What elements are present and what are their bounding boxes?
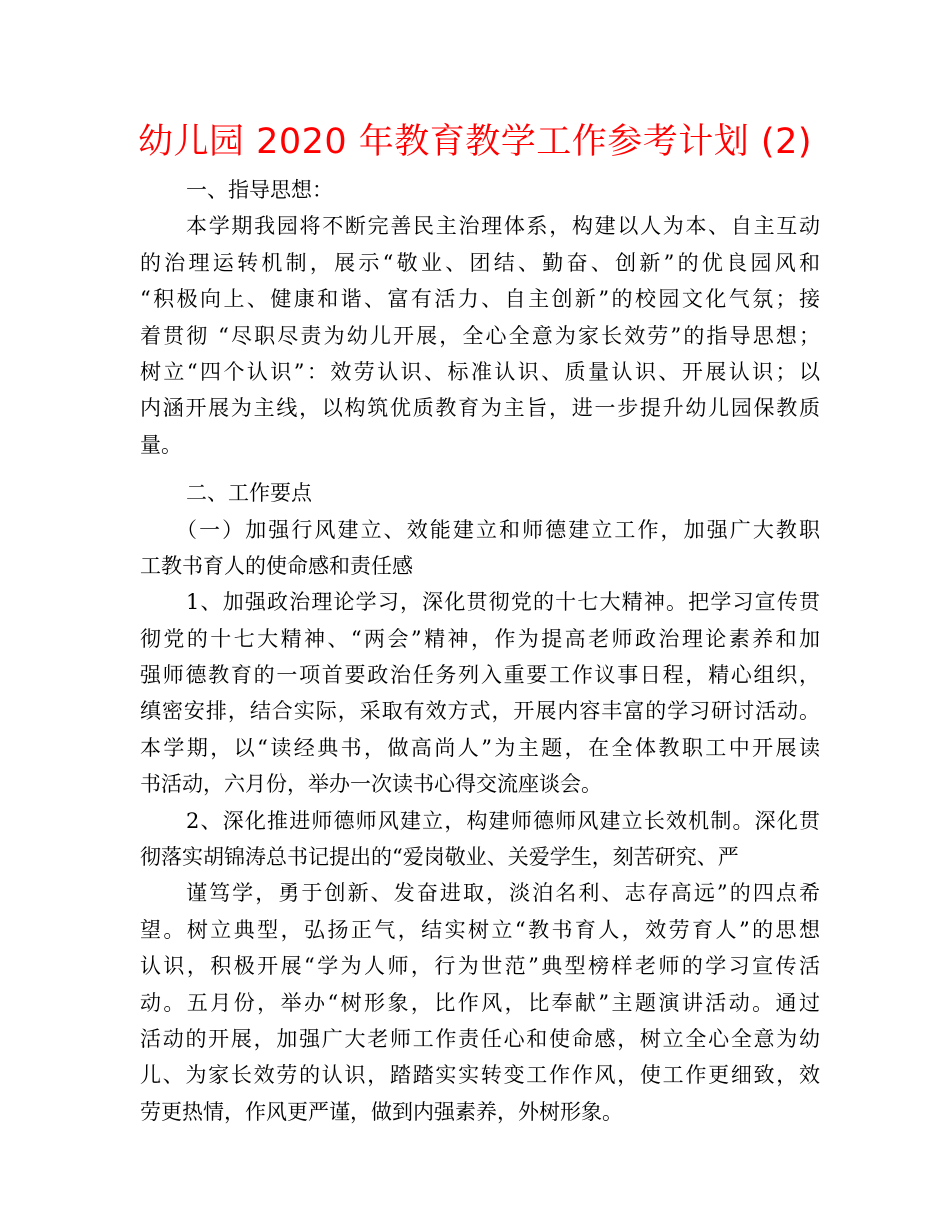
paragraph-line: （一）加强行风建立、效能建立和师德建立工作，加强广大教职 xyxy=(176,517,820,542)
section-heading: 一、指导思想： xyxy=(186,178,333,202)
paragraph-line: 的治理运转机制，展示“敬业、团结、勤奋、创新”的优良园风和 xyxy=(140,250,820,275)
paragraph-line: 彻党的十七大精神、“两会”精神，作为提高老师政治理论素养和加 xyxy=(140,626,820,651)
paragraph-line: 认识，积极开展“学为人师，行为世范”典型榜样老师的学习宣传活 xyxy=(140,954,820,979)
paragraph-line: 动。五月份，举办“树形象，比作风，比奉献”主题演讲活动。通过 xyxy=(140,990,820,1015)
paragraph-line: 谨笃学，勇于创新、发奋进取，淡泊名利、志存高远”的四点希 xyxy=(186,881,820,906)
section-heading: 二、工作要点 xyxy=(186,481,312,506)
paragraph-line: 1、加强政治理论学习，深化贯彻党的十七大精神。把学习宣传贯 xyxy=(186,590,820,615)
paragraph xyxy=(140,875,820,1130)
paragraph-line: 彻落实胡锦涛总书记提出的“爱岗敬业、关爱学生，刻苦研究、严 xyxy=(140,845,739,870)
paragraph xyxy=(140,208,820,463)
paragraph-line: 本学期我园将不断完善民主治理体系，构建以人为本、自主互动 xyxy=(186,214,820,239)
document-body xyxy=(140,172,820,1130)
paragraph-line: 2、深化推进师德师风建立，构建师德师风建立长效机制。深化贯 xyxy=(186,808,820,833)
paragraph-gap xyxy=(140,463,820,475)
paragraph-line: 工教书育人的使命感和责任感 xyxy=(140,553,413,578)
paragraph-line: 量。 xyxy=(140,432,182,457)
paragraph-line: 望。树立典型，弘扬正气，结实树立“教书育人，效劳育人”的思想 xyxy=(140,917,820,942)
document-title: 幼儿园 2020 年教育教学工作参考计划 (2) xyxy=(137,122,813,162)
paragraph-line: 着贯彻 “尽职尽责为幼儿开展，全心全意为家长效劳”的指导思想； xyxy=(140,323,820,348)
paragraph-line: “积极向上、健康和谐、富有活力、自主创新”的校园文化气氛；接 xyxy=(140,287,820,312)
subsection-heading xyxy=(140,512,820,585)
paragraph-line: 本学期，以“读经典书，做高尚人”为主题，在全体教职工中开展读 xyxy=(140,735,820,760)
paragraph-line: 强师德教育的一项首要政治任务列入重要工作议事日程，精心组织， xyxy=(140,663,820,688)
paragraph-line: 儿、为家长效劳的认识，踏踏实实转变工作作风，使工作更细致，效 xyxy=(140,1063,820,1088)
paragraph-line: 内涵开展为主线，以构筑优质教育为主旨，进一步提升幼儿园保教质 xyxy=(140,396,820,421)
paragraph-line: 劳更热情，作风更严谨，做到内强素养，外树形象。 xyxy=(140,1099,623,1124)
paragraph-line: 缜密安排，结合实际，采取有效方式，开展内容丰富的学习研讨活动。 xyxy=(140,699,820,724)
paragraph xyxy=(140,803,820,876)
paragraph-line: 书活动，六月份，举办一次读书心得交流座谈会。 xyxy=(140,772,602,797)
paragraph-line: 活动的开展，加强广大老师工作责任心和使命感，树立全心全意为幼 xyxy=(140,1026,820,1051)
paragraph-line: 树立“四个认识”：效劳认识、标准认识、质量认识、开展认识；以 xyxy=(140,359,820,384)
paragraph xyxy=(140,584,820,802)
